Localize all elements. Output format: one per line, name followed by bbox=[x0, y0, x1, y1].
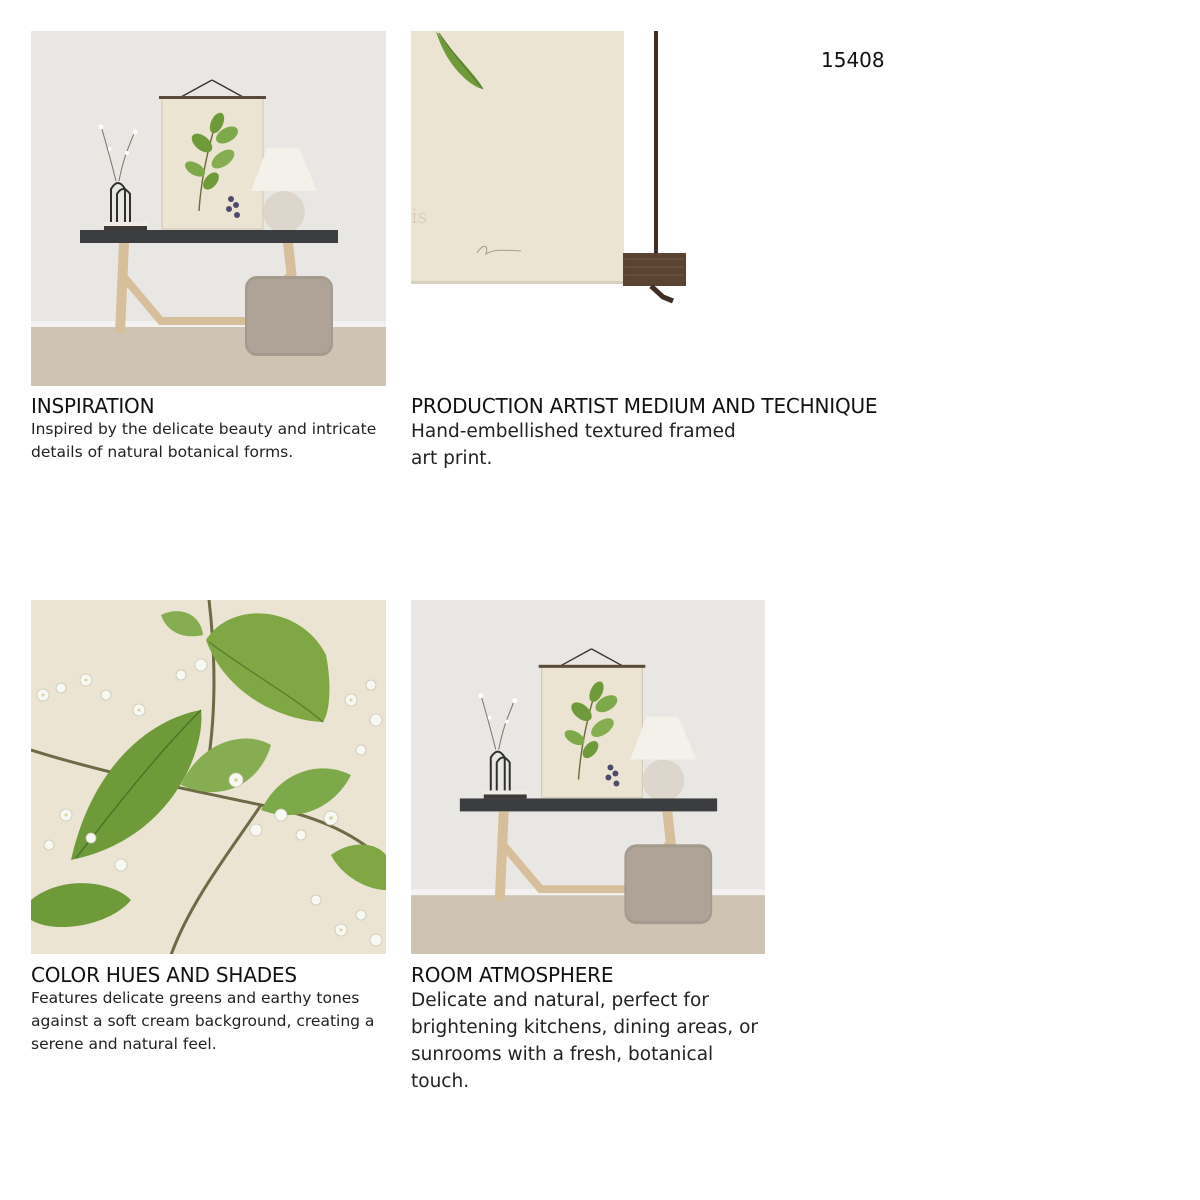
canvas-detail-illustration bbox=[411, 31, 711, 311]
section-heading-production: PRODUCTION ARTIST MEDIUM AND TECHNIQUE bbox=[411, 394, 878, 418]
product-number: 15408 bbox=[821, 48, 885, 72]
botanical-closeup-illustration bbox=[31, 600, 386, 954]
section-heading-color: COLOR HUES AND SHADES bbox=[31, 963, 297, 987]
canvas-detail-photo bbox=[411, 31, 711, 311]
botanical-closeup-photo bbox=[31, 600, 386, 954]
svg-text:is: is bbox=[411, 204, 428, 228]
section-text-room-atmosphere: Delicate and natural, perfect for brightening kitchens, dining areas, or sunrooms with a fresh, botanical touch. bbox=[411, 990, 758, 1092]
room-scene-photo bbox=[411, 600, 765, 954]
section-heading-inspiration: INSPIRATION bbox=[31, 394, 155, 418]
room-scene-photo bbox=[31, 31, 386, 386]
section-text-color: Features delicate greens and earthy tones against a soft cream background, creating a serene and natural feel. bbox=[31, 989, 375, 1053]
room-scene-illustration bbox=[411, 600, 765, 954]
section-text-inspiration: Inspired by the delicate beauty and intricate details of natural botanical forms. bbox=[31, 420, 377, 461]
section-heading-room-atmosphere: ROOM ATMOSPHERE bbox=[411, 963, 614, 987]
section-text-production: Hand-embellished textured framed art print. bbox=[411, 421, 736, 469]
room-scene-illustration bbox=[31, 31, 386, 386]
